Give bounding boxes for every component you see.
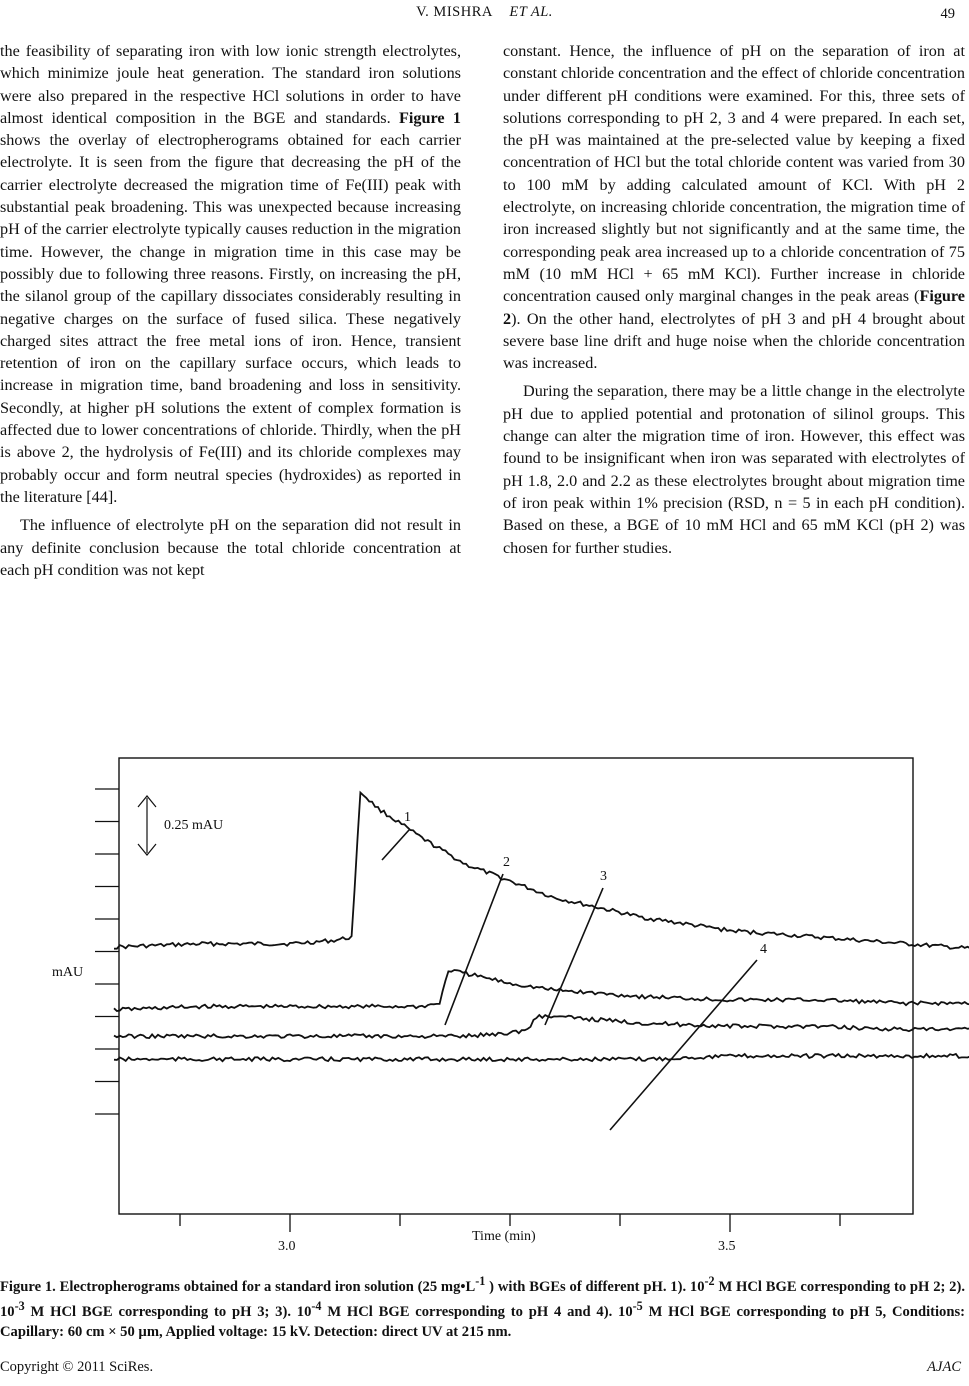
left-p1-text-a: the feasibility of separating iron with low ionic strength electrolytes, which minimize joule heat generation. The standard iron solutions were also prepared in the respective HCl solutions in order to have almost identical composition in the BGE and standards. xyxy=(0,42,461,127)
figure-1-reference: Figure 1 xyxy=(399,108,461,127)
leader-line-1 xyxy=(382,830,409,860)
left-paragraph-1 xyxy=(0,40,461,508)
peak-label-1: 1 xyxy=(404,810,411,825)
page-header xyxy=(0,4,969,24)
left-paragraph-2: The influence of electrolyte pH on the separation did not result in any definite conclusion because the total chloride concentration at each pH condition was not kept xyxy=(0,516,461,579)
trace-3 xyxy=(114,1015,969,1038)
left-p1-text-b: shows the overlay of electropherograms obtained for each carrier electrolyte. It is seen from the figure that decreasing the pH of the carrier electrolyte decreased the migration time of Fe(III) peak with substantial peak broadening. This was unexpected because increasing pH of the carrier electrolyte typically causes reduction in the migration time. However, the change in migration time in this case may be possibly due to following three reasons. Firstly, on increasing the pH, the silanol group of the capillary dissociates considerably resulting in negative charges on the surface of fused silica. These negatively charged sites attract the free metal ions of iron. Hence, transient retention of iron on the capillary surface occurs, which leads to increase in migration time, band broadening and loss in sensitivity. Secondly, at higher pH solutions the extent of complex formation is affected due to lower concentrations of chloride. Thirdly, when the pH is above 2, the hydrolysis of Fe(III) and its chloride complexes may probably occur and form neutral species (hydroxides) as reported in the literature [44]. xyxy=(0,131,461,506)
right-paragraph-2: During the separation, there may be a little change in the electrolyte pH due to applied potential and protonation of silinol groups. This change can alter the migration time of iron. However, this effect was found to be insignificant when iron was separated with electrolytes of pH 1.8, 2.0 and 2.2 as these electrolytes brought about migration time of iron peak within 1% precision (RSD, n = 5 in each pH condition). Based on these, a BGE of 10 mM HCl and 65 mM KCl (pH 2) was chosen for further studies. xyxy=(503,382,965,557)
figure-2-reference: Figure 2 xyxy=(503,287,965,328)
electropherogram-chart xyxy=(0,750,969,1270)
right-p1-text-a: constant. Hence, the influence of pH on the separation of iron at constant chloride concentration and the effect of chloride concentration under different pH conditions were examined. For this, three sets of solutions corresponding to pH 2, 3 and 4 were prepared. In each set, the pH was maintained at the pre-selected value by keeping a fixed concentration of HCl but the total chloride content was varied from 30 to 100 mM by adding calculated amount of KCl. With pH 2 electrolyte, on increasing chloride concentration, the migration time of iron increased slightly but not significantly and at the same time, the corresponding peak area increased up to a chloride concentration of 75 mM (10 mM HCl + 65 mM KCl). Further increase in chloride concentration caused only marginal changes in the peak areas ( xyxy=(503,42,965,306)
peak-label-3: 3 xyxy=(600,869,607,884)
caption-part-b: ) with BGEs of different pH. 1). 10 xyxy=(485,1278,705,1295)
caption-part-a: Figure 1. Electropherograms obtained for a standard iron solution (25 mg•L xyxy=(0,1278,476,1295)
right-paragraph-1 xyxy=(503,40,965,374)
caption-sup-d: -4 xyxy=(311,1299,322,1314)
scale-bar xyxy=(138,796,156,855)
running-head xyxy=(0,4,969,21)
page-number: 49 xyxy=(940,6,955,22)
x-tick-label-3-5: 3.5 xyxy=(718,1239,736,1254)
left-column xyxy=(0,40,461,581)
figure-1 xyxy=(0,750,969,1270)
caption-sup-a: -1 xyxy=(475,1274,486,1288)
trace-4 xyxy=(114,1054,969,1061)
caption-part-c: M HCl BGE corresponding to pH 2; 2). 10 xyxy=(0,1278,965,1321)
caption-part-d: M HCl BGE corresponding to pH 3; 3). 10 xyxy=(24,1304,312,1321)
y-axis-ticks xyxy=(95,789,119,1114)
x-axis-label: Time (min) xyxy=(472,1229,536,1244)
running-author: V. MISHRA xyxy=(416,4,493,20)
traces xyxy=(114,793,969,1062)
scale-label: 0.25 mAU xyxy=(164,818,224,833)
peak-label-2: 2 xyxy=(503,855,510,870)
peak-label-4: 4 xyxy=(760,942,767,957)
trace-1 xyxy=(114,793,969,956)
plot-frame xyxy=(119,758,913,1214)
x-tick-label-3-0: 3.0 xyxy=(278,1239,296,1254)
peak-leader-lines xyxy=(382,830,757,1130)
caption-sup-c: -3 xyxy=(14,1299,25,1314)
leader-line-4 xyxy=(610,960,757,1130)
right-column xyxy=(503,40,965,559)
leader-line-2 xyxy=(445,874,503,1025)
figure-caption xyxy=(0,1272,965,1343)
copyright: Copyright © 2011 SciRes. xyxy=(0,1359,154,1375)
journal-name: AJAC xyxy=(927,1359,961,1375)
caption-part-e: M HCl BGE corresponding to pH 4 and 4). 10 xyxy=(321,1304,633,1321)
caption-sup-b: -2 xyxy=(704,1274,715,1288)
caption-part-f: M HCl BGE corresponding to pH 5, Conditions: Capillary: 60 cm × 50 µm, Applied voltage: 15 kV. Detection: direct UV at 215 nm. xyxy=(0,1304,965,1340)
caption-sup-e: -5 xyxy=(632,1299,643,1314)
y-axis-label: mAU xyxy=(52,965,84,980)
trace-2 xyxy=(114,970,969,1011)
right-p1-text-b: ). On the other hand, electrolytes of pH 3 and pH 4 brought about severe base line drift and huge noise when the chloride concentration was increased. xyxy=(503,309,965,373)
leader-line-3 xyxy=(545,888,603,1025)
running-etal: ET AL. xyxy=(509,4,553,20)
